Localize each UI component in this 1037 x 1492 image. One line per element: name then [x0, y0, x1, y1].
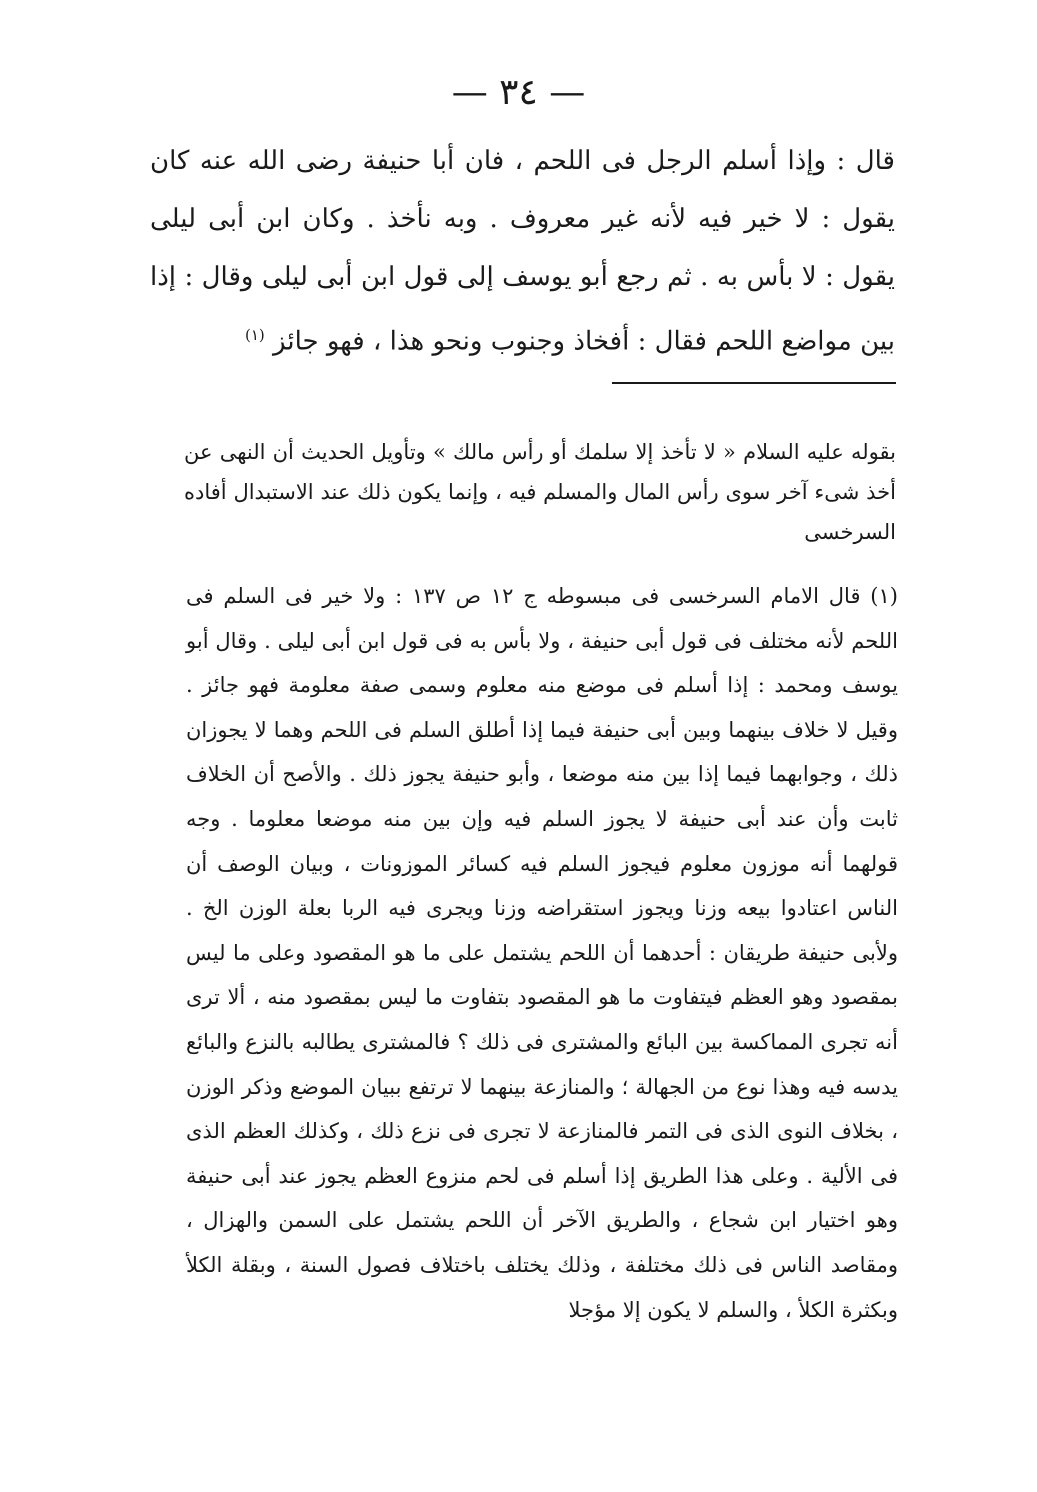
- main-text-block: [150, 132, 895, 371]
- main-paragraph-text: قال : وإذا أسلم الرجل فى اللحم ، فان أبا حنيفة رضى الله عنه كان يقول : لا خير فيه لأنه غير معروف . وبه نأخذ . وكان ابن أبى ليلى يقول : لا بأس به . ثم رجع أبو يوسف إلى قول ابن أبى ليلى وقال : إذا بين مواضع اللحم فقال : أفخاذ وجنوب ونحو هذا ، فهو جائز: [150, 146, 895, 357]
- footnote-1: [186, 574, 898, 1332]
- footnote-continuation: [184, 432, 896, 552]
- footnote-1-text: (١) قال الامام السرخسى فى مبسوطه ج ١٢ ص ١٣٧ : ولا خير فى السلم فى اللحم لأنه مختلف فى قول أبى حنيفة ، ولا بأس به فى قول ابن أبى ليلى . وقال أبو يوسف ومحمد : إذا أسلم فى موضع منه معلوم وسمى صفة معلومة فهو جائز . وقيل لا خلاف بينهما وبين أبى حنيفة فيما إذا أطلق السلم فى اللحم وهما لا يجوزان ذلك ، وجوابهما فيما إذا بين منه موضعا ، وأبو حنيفة يجوز ذلك . والأصح أن الخلاف ثابت وأن عند أبى حنيفة لا يجوز السلم فيه وإن بين منه موضعا معلوما . وجه قولهما أنه موزون معلوم فيجوز السلم فيه كسائر الموزونات ، وبيان الوصف أن الناس اعتادوا بيعه وزنا ويجوز استقراضه وزنا ويجرى فيه الربا بعلة الوزن الخ . ولأبى حنيفة طريقان : أحدهما أن اللحم يشتمل على ما هو المقصود وعلى ما ليس بمقصود وهو العظم فيتفاوت ما هو المقصود بتفاوت ما ليس بمقصود منه ، ألا ترى أنه تجرى المماكسة بين البائع والمشترى فى ذلك ؟ فالمشترى يطالبه بالنزع والبائع يدسه فيه وهذا نوع من الجهالة ؛ والمنازعة بينهما لا ترتفع ببيان الموضع وذكر الوزن ، بخلاف النوى الذى فى التمر فالمنازعة لا تجرى فى نزع ذلك ، وكذلك العظم الذى فى الألية . وعلى هذا الطريق إذا أسلم فى لحم منزوع العظم يجوز عند أبى حنيفة وهو اختيار ابن شجاع ، والطريق الآخر أن اللحم يشتمل على السمن والهزال ، ومقاصد الناس فى ذلك مختلفة ، وذلك يختلف باختلاف فصول السنة ، وبقلة الكلأ وبكثرة الكلأ ، والسلم لا يكون إلا مؤجلا: [186, 584, 898, 1322]
- footnote-reference-marker: (١): [244, 326, 265, 344]
- page-number: — ٣٤ —: [451, 72, 586, 113]
- main-paragraph: [150, 132, 895, 371]
- footnote-separator: [612, 382, 896, 384]
- footnote-continuation-text: بقوله عليه السلام « لا تأخذ إلا سلمك أو رأس مالك » وتأويل الحديث أن النهى عن أخذ شىء آخر سوى رأس المال والمسلم فيه ، وإنما يكون ذلك عند الاستبدال أفاده السرخسى: [184, 440, 896, 544]
